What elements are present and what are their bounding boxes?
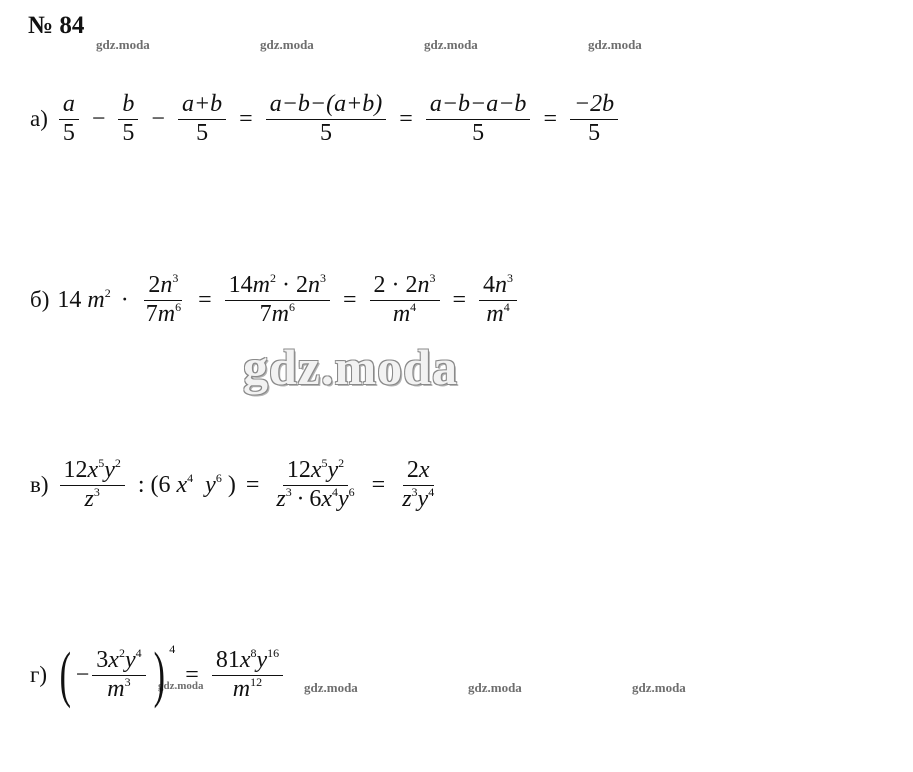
watermark-text: gdz.moda <box>632 680 686 695</box>
operator: − <box>91 105 106 132</box>
part-label: а) <box>30 106 48 131</box>
watermark-logo: gdz.moda <box>243 339 458 395</box>
divisor: : (6 $x^4$ $y^6$ ) <box>137 470 236 498</box>
equals: = <box>342 286 357 313</box>
watermark-text: gdz.moda <box>260 37 314 52</box>
right-paren: ) <box>153 641 165 709</box>
fraction: $\frac{a}{5}$ <box>59 91 79 147</box>
monomial: 14 $m^2$ <box>57 285 111 313</box>
left-paren: ( <box>59 641 72 709</box>
equation-a <box>30 84 621 154</box>
watermark-text: gdz.moda <box>96 37 150 52</box>
part-label: б) <box>30 287 50 312</box>
watermark-text: gdz.moda <box>304 680 358 695</box>
fraction: $\frac{81x^8y^{16}}{m^{12}}$ <box>212 647 283 703</box>
fraction: $\frac{14m^2 \cdot 2n^3}{7m^6}$ <box>225 272 330 328</box>
fraction: $\frac{b}{5}$ <box>118 91 138 147</box>
equals: = <box>543 105 557 132</box>
equals: = <box>371 471 386 498</box>
fraction: $\frac{3x^2y^4}{m^3}$ <box>92 647 145 703</box>
watermark-text: gdz.moda <box>424 37 478 52</box>
watermark-text: gdz.moda <box>158 680 204 692</box>
equals: = <box>245 471 260 498</box>
problem-number: № 84 <box>28 12 85 39</box>
equation-d <box>30 640 286 710</box>
fraction: $\frac{a+b}{5}$ <box>178 91 226 147</box>
fraction: $\frac{a-b-(a+b)}{5}$ <box>266 91 387 147</box>
part-label: в) <box>30 472 49 497</box>
fraction: $\frac{a-b-a-b}{5}$ <box>426 91 531 147</box>
part-label: г) <box>30 662 48 687</box>
fraction: $\frac{12x^5y^2}{z^3 \cdot 6x^4y^6}$ <box>276 455 355 512</box>
fraction: $\frac{2n^3}{7m^6}$ <box>145 270 182 327</box>
operator: − <box>151 105 165 132</box>
fraction: $\frac{2 \cdot 2n^3}{m^4}$ <box>370 272 440 328</box>
equals: = <box>198 286 212 313</box>
outer-exponent: 4 <box>169 642 176 656</box>
equals: = <box>452 286 467 313</box>
watermark-text: gdz.moda <box>588 37 642 52</box>
equals: = <box>185 661 199 688</box>
fraction: $\frac{2x}{z^3y^4}$ <box>402 456 435 512</box>
fraction: $\frac{-2b}{5}$ <box>570 91 618 147</box>
equation-b <box>30 265 520 335</box>
equals: = <box>239 105 253 132</box>
minus-sign: − <box>75 661 90 688</box>
fraction: $\frac{4n^3}{m^4}$ <box>479 272 517 328</box>
equation-c <box>30 450 441 520</box>
watermark-text: gdz.moda <box>468 680 522 695</box>
fraction: $\frac{12x^5y^2}{z^3}$ <box>60 457 125 513</box>
equals: = <box>399 105 413 132</box>
operator: · <box>120 286 129 313</box>
